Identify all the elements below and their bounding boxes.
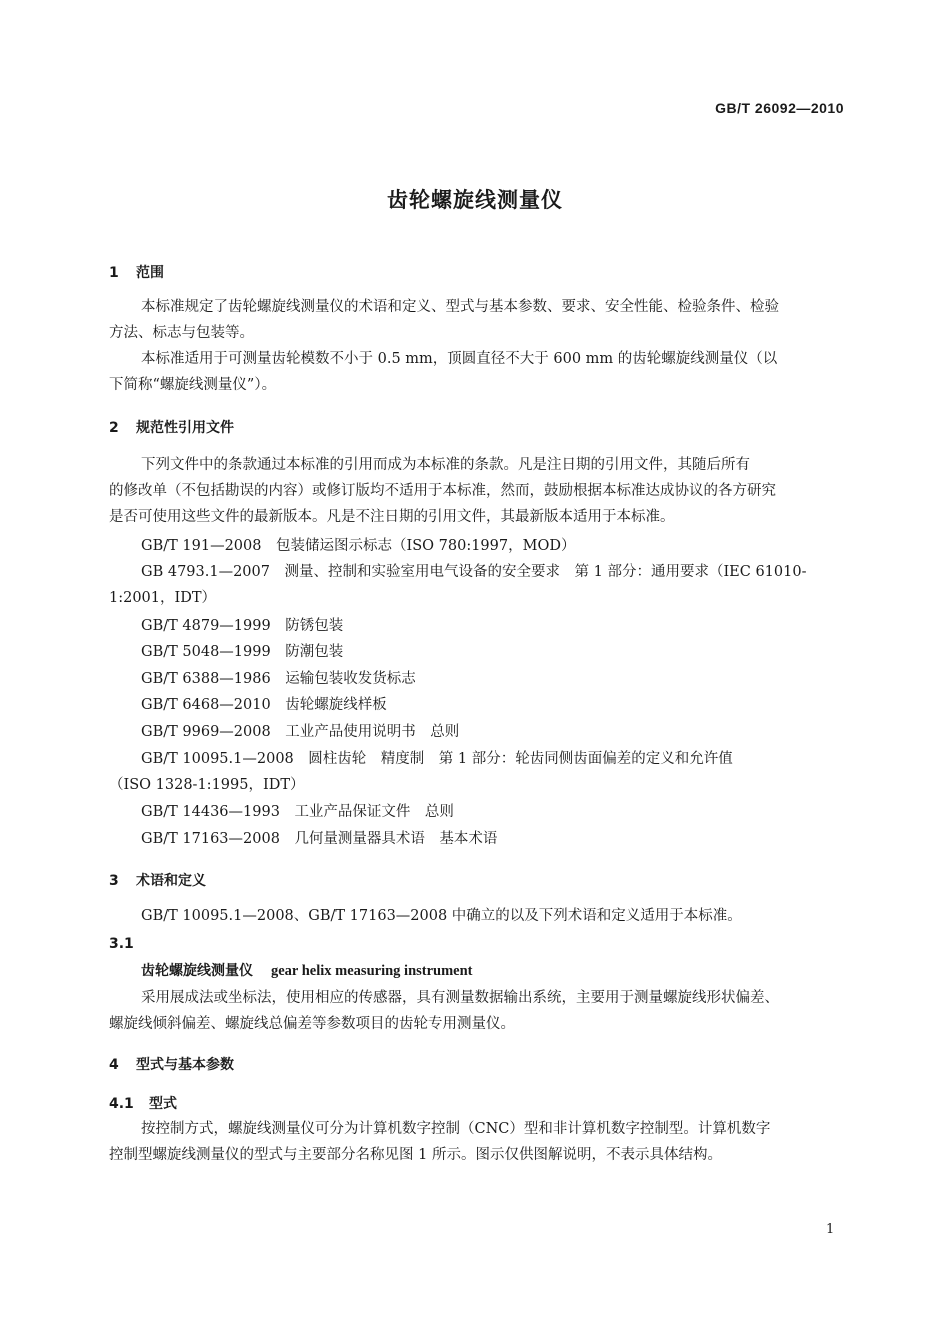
reference-title: 包装储运图示标志（ISO 780:1997，MOD） xyxy=(275,538,576,554)
section-number: 3 xyxy=(109,873,119,889)
subsection-4-1-heading xyxy=(109,1093,177,1113)
term-chinese: 齿轮螺旋线测量仪 xyxy=(141,963,253,979)
standard-number: GB/T 26092—2010 xyxy=(715,100,844,116)
section-2-heading xyxy=(109,417,234,437)
section-3-heading xyxy=(109,870,206,890)
paragraph-line: 下简称“螺旋线测量仪”）。 xyxy=(109,377,277,393)
reference-continuation: 1:2001，IDT） xyxy=(109,590,217,606)
subsection-number: 4.1 xyxy=(109,1096,134,1112)
reference-item xyxy=(141,666,416,692)
reference-item xyxy=(141,719,459,745)
reference-code: GB/T 4879—1999 xyxy=(141,618,271,634)
reference-item xyxy=(141,639,343,665)
section-title: 型式与基本参数 xyxy=(136,1057,234,1073)
term-entry xyxy=(141,960,473,980)
section-title: 规范性引用文件 xyxy=(136,420,234,436)
reference-code: GB/T 6468—2010 xyxy=(141,697,271,713)
section-1-heading xyxy=(109,262,164,282)
page-number: 1 xyxy=(826,1222,835,1237)
reference-code: GB/T 10095.1—2008 xyxy=(141,751,294,767)
section-title: 术语和定义 xyxy=(136,873,206,889)
section-4-heading xyxy=(109,1054,234,1074)
reference-item xyxy=(141,799,454,825)
reference-item xyxy=(141,533,575,559)
reference-title: 测量、控制和实验室用电气设备的安全要求 第 1 部分：通用要求（IEC 61010- xyxy=(284,564,807,580)
paragraph-line: 按控制方式，螺旋线测量仪可分为计算机数字控制（CNC）型和非计算机数字控制型。计算机数字 xyxy=(141,1121,771,1137)
reference-code: GB/T 191—2008 xyxy=(141,538,262,554)
term-english: gear helix measuring instrument xyxy=(271,963,473,979)
paragraph-line: GB/T 10095.1—2008、GB/T 17163—2008 中确立的以及下列术语和定义适用于本标准。 xyxy=(141,908,742,924)
reference-item xyxy=(141,692,387,718)
paragraph-line: 本标准适用于可测量齿轮模数不小于 0.5 mm，顶圆直径不大于 600 mm 的齿轮螺旋线测量仪（以 xyxy=(141,351,778,367)
reference-code: GB/T 6388—1986 xyxy=(141,671,271,687)
paragraph-line: 方法、标志与包装等。 xyxy=(109,325,254,341)
reference-item xyxy=(141,559,806,585)
paragraph-line: 本标准规定了齿轮螺旋线测量仪的术语和定义、型式与基本参数、要求、安全性能、检验条件、检验 xyxy=(141,299,779,315)
paragraph-line: 的修改单（不包括勘误的内容）或修订版均不适用于本标准，然而，鼓励根据本标准达成协议的各方研究 xyxy=(109,483,776,499)
reference-item xyxy=(141,613,343,639)
reference-title: 防锈包装 xyxy=(285,618,344,634)
reference-title: 运输包装收发货标志 xyxy=(285,671,416,687)
section-number: 4 xyxy=(109,1057,119,1073)
reference-item xyxy=(141,746,733,772)
reference-code: GB/T 14436—1993 xyxy=(141,804,280,820)
paragraph-line: 控制型螺旋线测量仪的型式与主要部分名称见图 1 所示。图示仅供图解说明，不表示具体结构。 xyxy=(109,1147,722,1163)
reference-title: 工业产品保证文件 总则 xyxy=(294,804,454,820)
reference-item xyxy=(141,826,497,852)
paragraph-line: 螺旋线倾斜偏差、螺旋线总偏差等参数项目的齿轮专用测量仪。 xyxy=(109,1016,515,1032)
reference-code: GB/T 17163—2008 xyxy=(141,831,280,847)
reference-continuation: （ISO 1328-1:1995，IDT） xyxy=(109,777,305,793)
reference-title: 圆柱齿轮 精度制 第 1 部分：轮齿同侧齿面偏差的定义和允许值 xyxy=(308,751,733,767)
reference-title: 工业产品使用说明书 总则 xyxy=(285,724,460,740)
paragraph-line: 采用展成法或坐标法，使用相应的传感器，具有测量数据输出系统，主要用于测量螺旋线形状偏差、 xyxy=(141,990,779,1006)
paragraph-line: 下列文件中的条款通过本标准的引用而成为本标准的条款。凡是注日期的引用文件，其随后所有 xyxy=(141,457,750,473)
reference-title: 防潮包装 xyxy=(285,644,344,660)
paragraph-line: 是否可使用这些文件的最新版本。凡是不注日期的引用文件，其最新版本适用于本标准。 xyxy=(109,509,675,525)
section-number: 1 xyxy=(109,265,119,281)
reference-code: GB/T 9969—2008 xyxy=(141,724,271,740)
subsection-title: 型式 xyxy=(149,1096,177,1112)
reference-title: 齿轮螺旋线样板 xyxy=(285,697,387,713)
subsection-number: 3.1 xyxy=(109,936,134,952)
section-title: 范围 xyxy=(136,265,164,281)
reference-code: GB/T 5048—1999 xyxy=(141,644,271,660)
reference-title: 几何量测量器具术语 基本术语 xyxy=(294,831,498,847)
reference-code: GB 4793.1—2007 xyxy=(141,564,270,580)
document-title: 齿轮螺旋线测量仪 xyxy=(387,188,563,212)
section-number: 2 xyxy=(109,420,119,436)
